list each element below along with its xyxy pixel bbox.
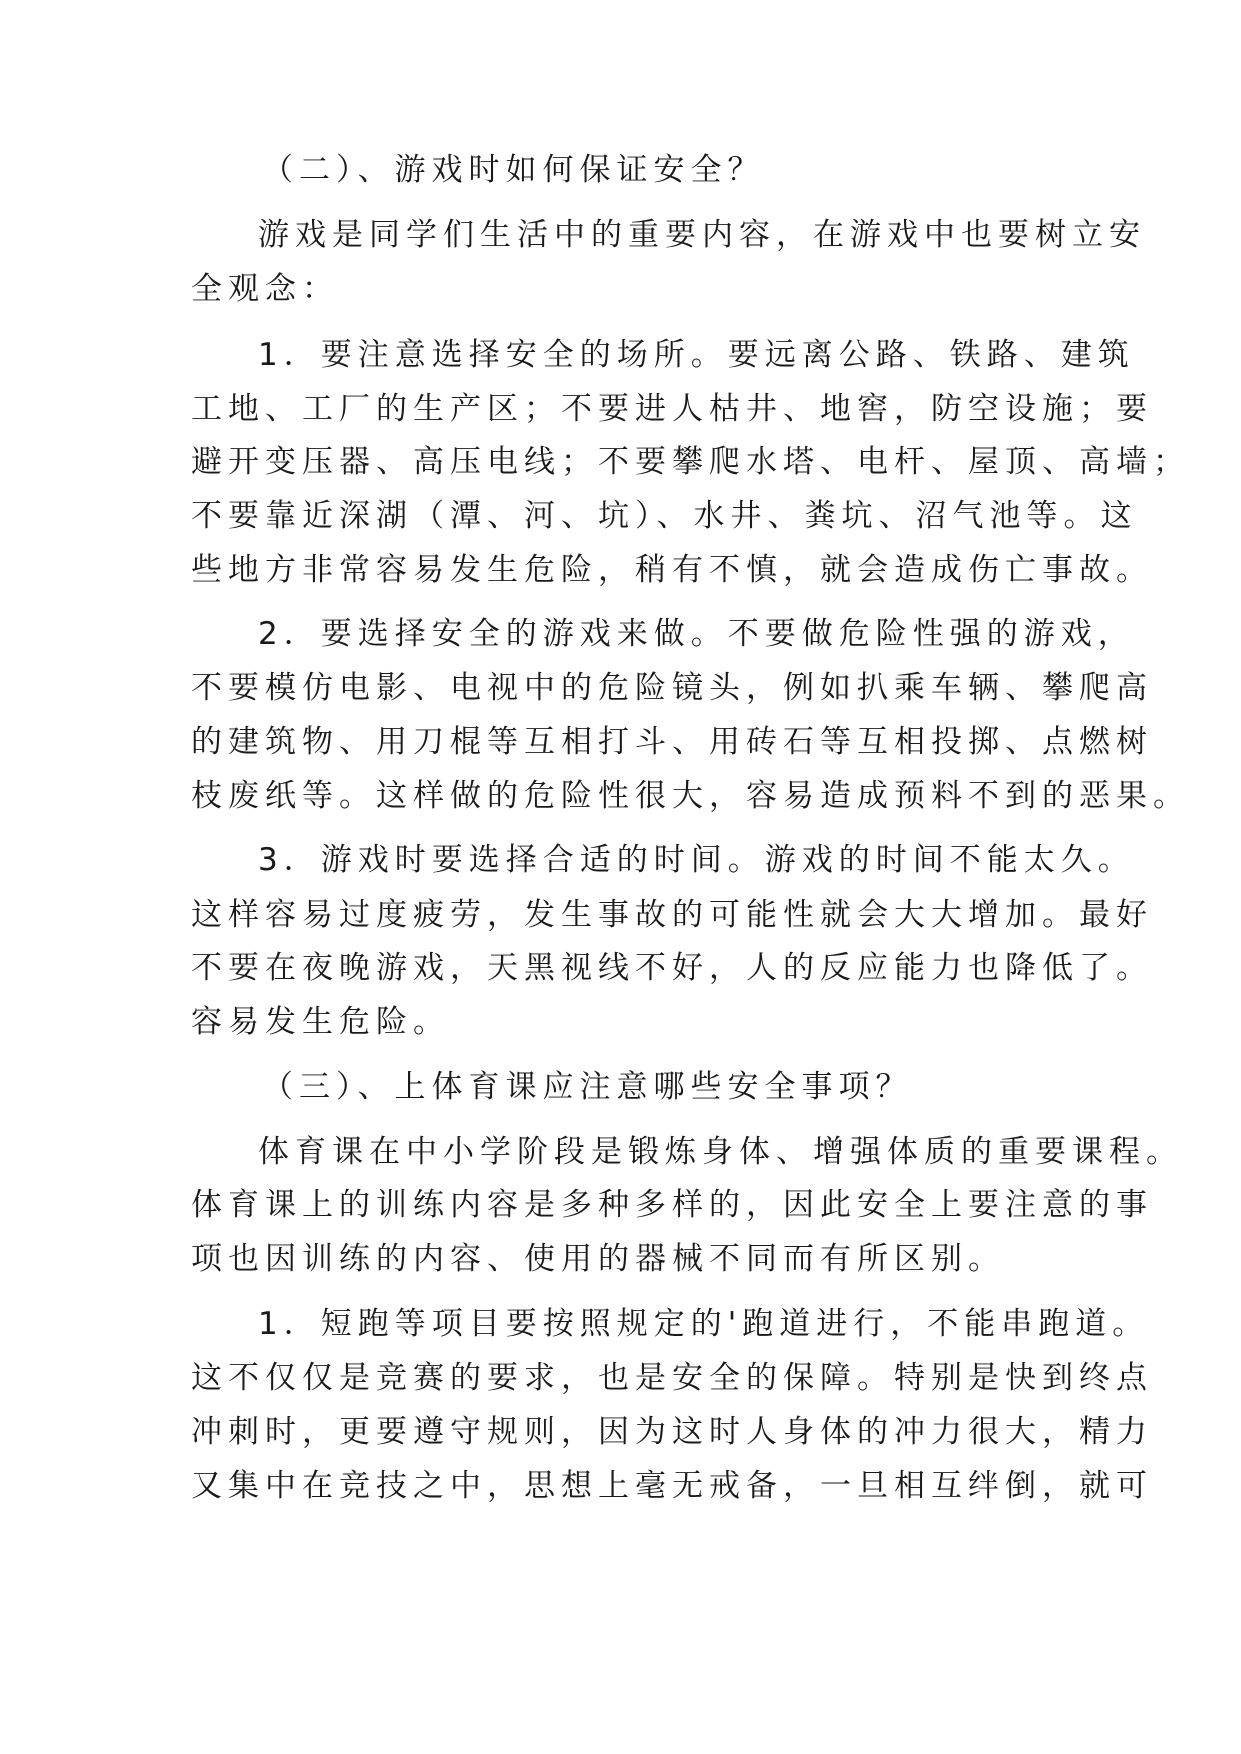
paragraph-line: 容易发生危险。 (191, 1004, 450, 1040)
paragraph-line: 些地方非常容易发生危险，稍有不慎，就会造成伤亡事故。 (191, 552, 1153, 588)
section-heading: （三）、上体育课应注意哪些安全事项？ (262, 1069, 913, 1105)
paragraph-line: 游戏是同学们生活中的重要内容，在游戏中也要树立安 (258, 217, 1146, 253)
section-heading: （二）、游戏时如何保证安全？ (262, 152, 765, 188)
paragraph-line: 项也因训练的内容、使用的器械不同而有所区别。 (191, 1241, 1005, 1277)
paragraph-line: 3．游戏时要选择合适的时间。游戏的时间不能太久。 (258, 842, 1135, 878)
paragraph-line: 的建筑物、用刀棍等互相打斗、用砖石等互相投掷、点燃树 (191, 724, 1153, 760)
paragraph-line: 2．要选择安全的游戏来做。不要做危险性强的游戏， (258, 616, 1135, 652)
paragraph-line: 冲刺时，更要遵守规则，因为这时人身体的冲力很大，精力 (191, 1414, 1153, 1450)
paragraph-line: 工地、工厂的生产区；不要进人枯井、地窖，防空设施；要 (191, 391, 1153, 427)
paragraph-line: 不要模仿电影、电视中的危险镜头，例如扒乘车辆、攀爬高 (191, 670, 1153, 706)
paragraph-line: 体育课上的训练内容是多种多样的，因此安全上要注意的事 (191, 1187, 1153, 1223)
paragraph-line: 体育课在中小学阶段是锻炼身体、增强体质的重要课程。 (258, 1134, 1183, 1170)
paragraph-line: 这不仅仅是竞赛的要求，也是安全的保障。特别是快到终点 (191, 1360, 1153, 1396)
paragraph-line: 枝废纸等。这样做的危险性很大，容易造成预料不到的恶果。 (191, 778, 1190, 814)
paragraph-line: 1．要注意选择安全的场所。要远离公路、铁路、建筑 (258, 337, 1135, 373)
paragraph-line: 又集中在竞技之中，思想上毫无戒备，一旦相互绊倒，就可 (191, 1468, 1153, 1504)
paragraph-line: 1．短跑等项目要按照规定的'跑道进行，不能串跑道。 (258, 1306, 1150, 1342)
paragraph-line: 这样容易过度疲劳，发生事故的可能性就会大大增加。最好 (191, 897, 1153, 933)
paragraph-line: 避开变压器、高压电线；不要攀爬水塔、电杆、屋顶、高墙； (191, 444, 1190, 480)
paragraph-line: 不要靠近深湖（潭、河、坑）、水井、粪坑、沼气池等。这 (191, 498, 1138, 534)
paragraph-line: 不要在夜晚游戏，天黑视线不好，人的反应能力也降低了。 (191, 950, 1153, 986)
paragraph-line: 全观念： (191, 271, 339, 307)
